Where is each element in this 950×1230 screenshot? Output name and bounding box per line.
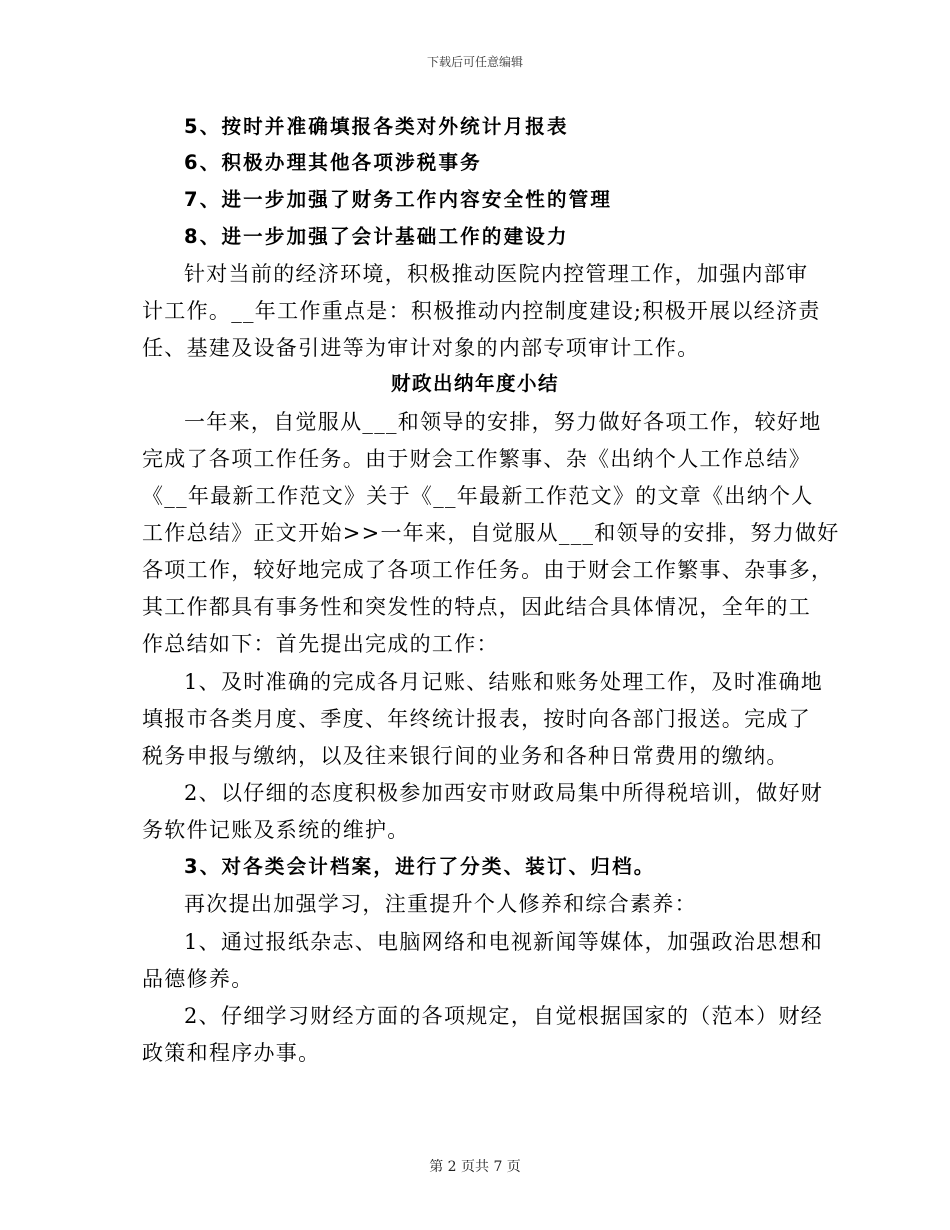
paragraph-line: 工作总结》正文开始>>一年来，自觉服从___和领导的安排，努力做好	[142, 521, 840, 545]
paragraph-line: 一年来，自觉服从___和领导的安排，努力做好各项工作，较好地	[184, 410, 822, 434]
paragraph-line: 其工作都具有事务性和突发性的特点，因此结合具体情况，全年的工	[142, 595, 811, 619]
paragraph-line: 完成了各项工作任务。由于财会工作繁事、杂《出纳个人工作总结》	[142, 447, 811, 471]
paragraph-line: 填报市各类月度、季度、年终统计报表，按时向各部门报送。完成了	[142, 707, 811, 731]
paragraph-line: 品德修养。	[142, 967, 254, 991]
paragraph-line: 作总结如下：首先提出完成的工作：	[142, 632, 499, 656]
paragraph-line: 1、通过报纸杂志、电脑网络和电视新闻等媒体，加强政治思想和	[184, 930, 824, 954]
list-item: 5、按时并准确填报各类对外统计月报表	[184, 115, 569, 138]
list-item: 3、对各类会计档案，进行了分类、装订、归档。	[184, 855, 656, 878]
paragraph-line: 任、基建及设备引进等为审计对象的内部专项审计工作。	[142, 336, 700, 360]
paragraph-line: 计工作。__年工作重点是：积极推动内控制度建设;积极开展以经济责	[142, 299, 821, 323]
paragraph-line: 各项工作，较好地完成了各项工作任务。由于财会工作繁事、杂事多，	[142, 558, 834, 582]
list-item: 8、进一步加强了会计基础工作的建设力	[184, 225, 569, 248]
paragraph-line: 税务申报与缴纳，以及往来银行间的业务和各种日常费用的缴纳。	[142, 744, 789, 768]
paragraph-line: 2、仔细学习财经方面的各项规定，自觉根据国家的（范本）财经	[184, 1004, 824, 1028]
paragraph-line: 1、及时准确的完成各月记账、结账和账务处理工作，及时准确地	[184, 670, 824, 694]
section-title: 财政出纳年度小结	[390, 372, 559, 395]
paragraph-line: 《__年最新工作范文》关于《__年最新工作范文》的文章《出纳个人	[142, 484, 814, 508]
paragraph-line: 再次提出加强学习，注重提升个人修养和综合素养：	[184, 892, 697, 916]
paragraph-line: 针对当前的经济环境，积极推动医院内控管理工作，加强内部审	[184, 262, 809, 286]
paragraph-line: 2、以仔细的态度积极参加西安市财政局集中所得税培训，做好财	[184, 781, 824, 805]
paragraph-line: 政策和程序办事。	[142, 1041, 321, 1065]
page-header: 下载后可任意编辑	[426, 55, 523, 69]
page-number: 第 2 页共 7 页	[429, 1159, 521, 1175]
list-item: 6、积极办理其他各项涉税事务	[184, 151, 482, 174]
list-item: 7、进一步加强了财务工作内容安全性的管理	[184, 188, 613, 211]
paragraph-line: 务软件记账及系统的维护。	[142, 818, 410, 842]
